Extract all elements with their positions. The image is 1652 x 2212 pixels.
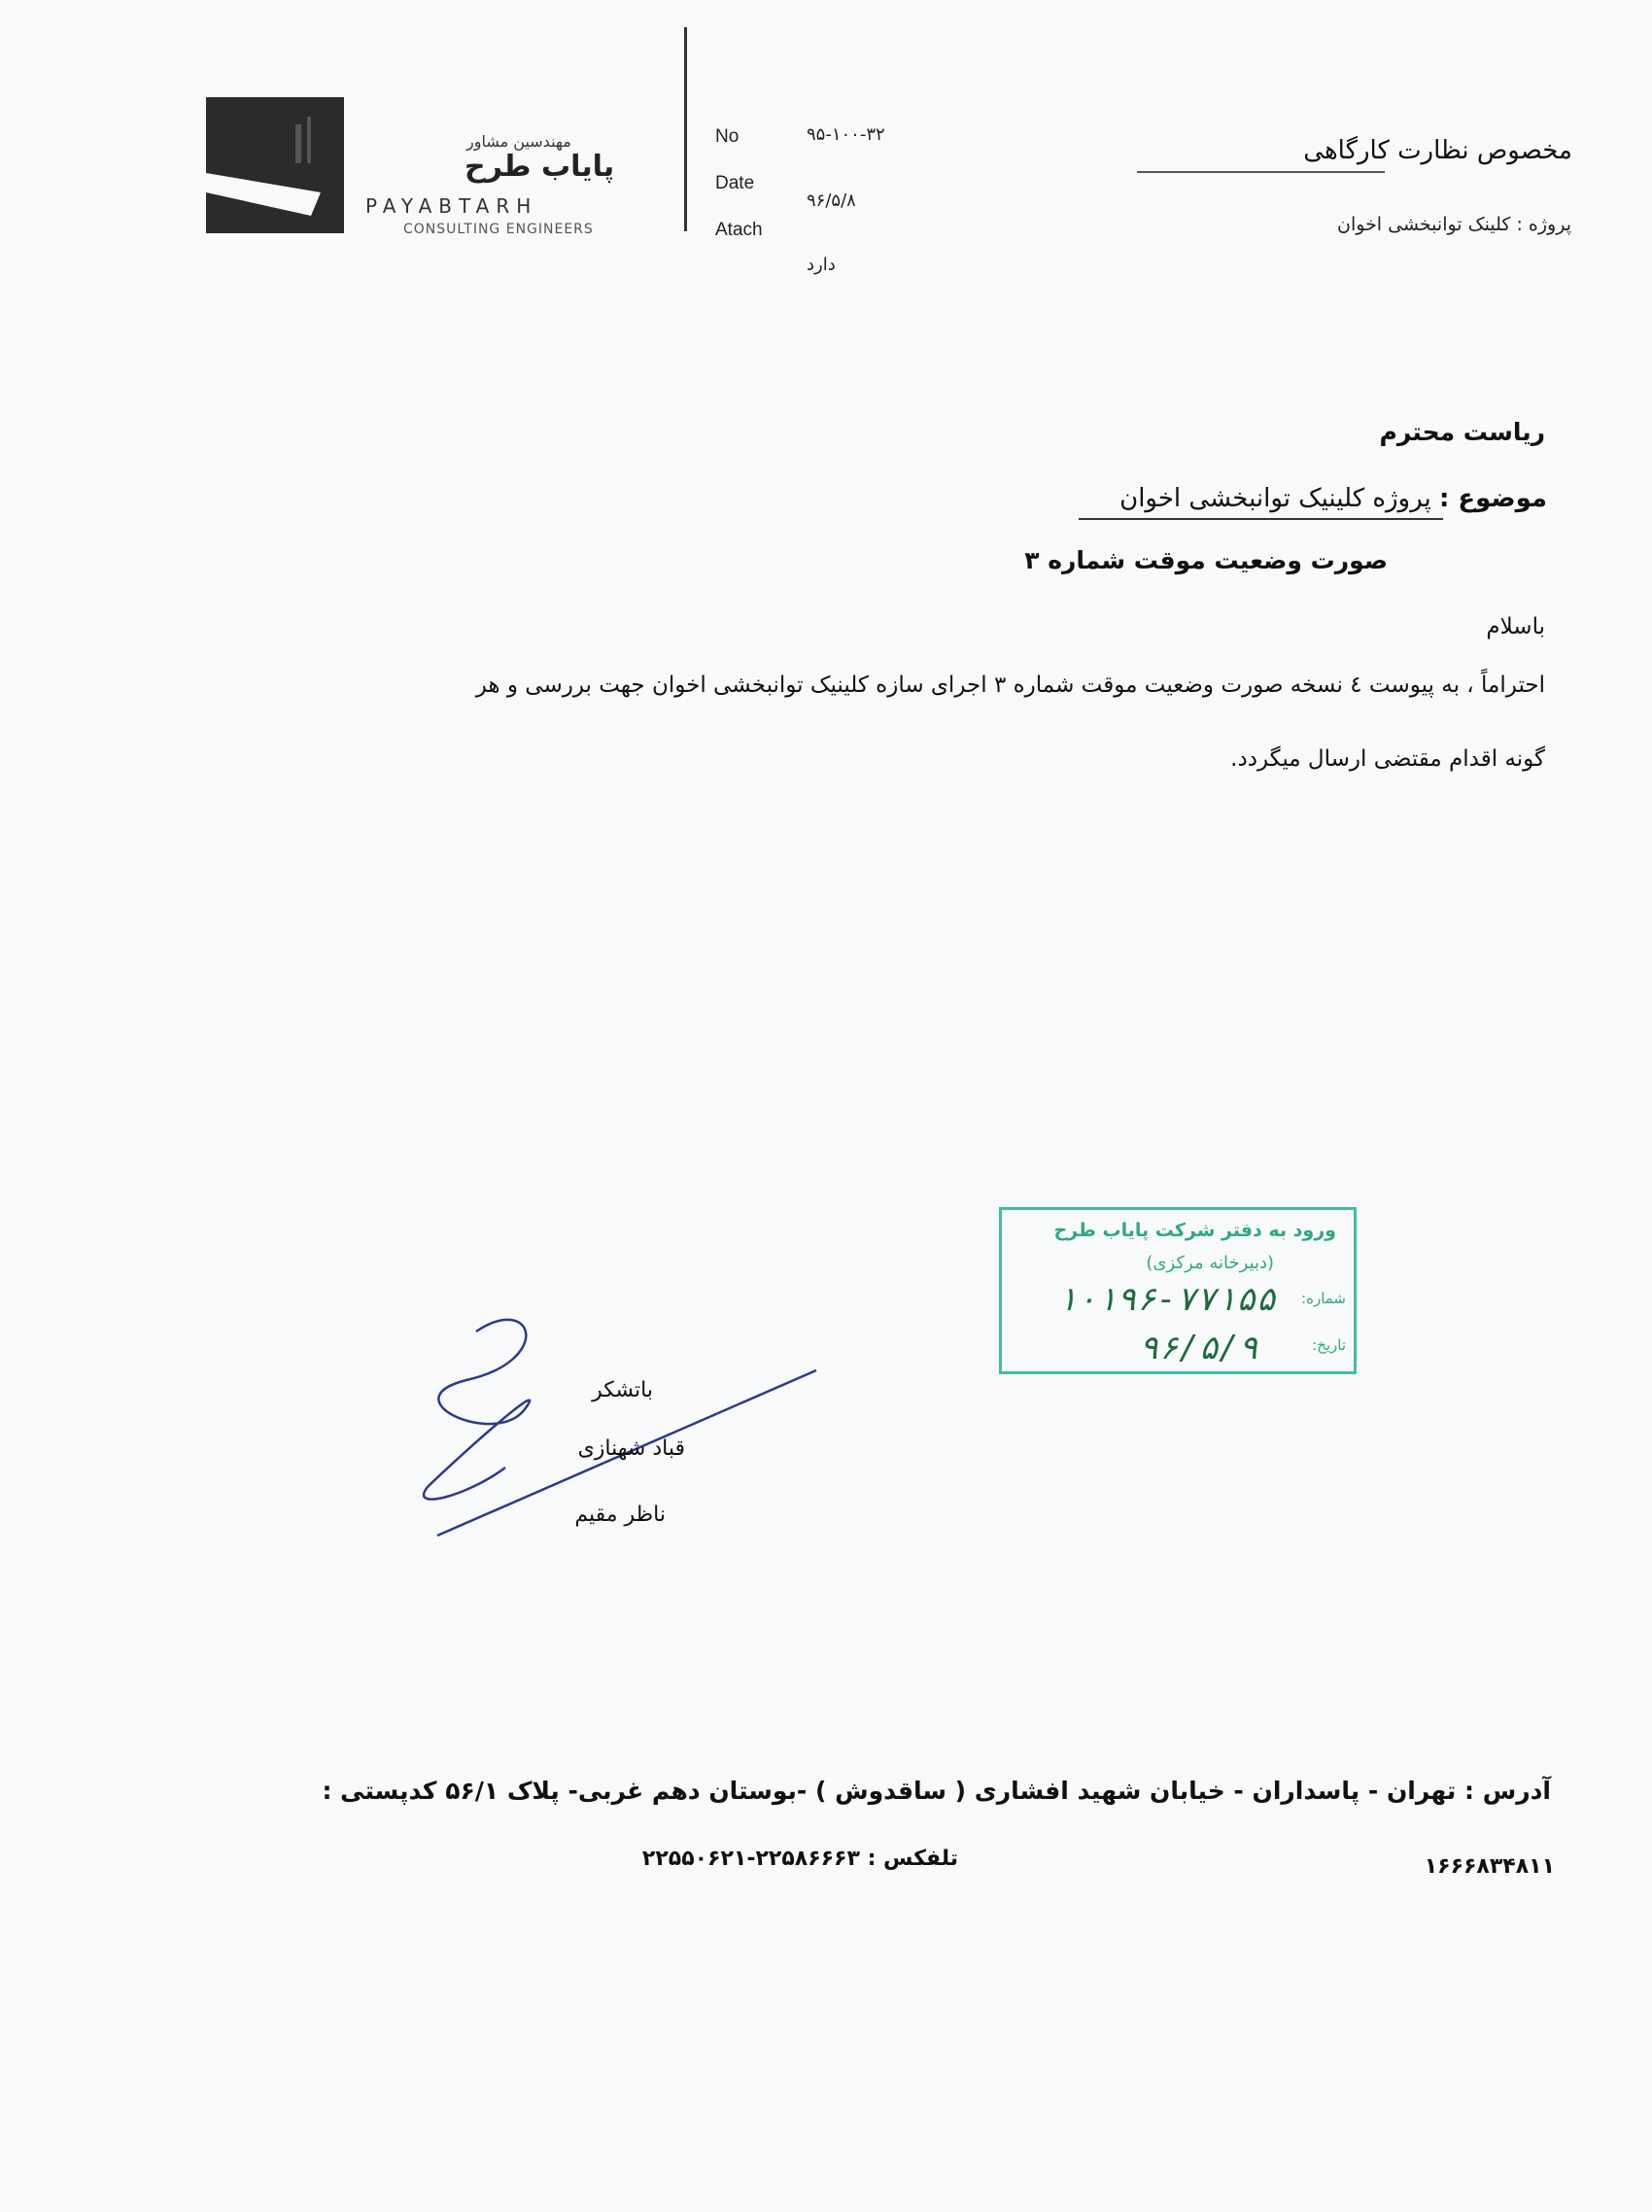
logo-persian-subtitle: مهندسین مشاور — [466, 132, 571, 151]
logo-persian-name: پایاب طرح — [465, 150, 615, 184]
footer-address: آدرس : تهران - پاسداران - خیابان شهید افشاری ( ساقدوش ) -بوستان دهم غربی- پلاک ۵۶/۱ کدپستی : — [322, 1777, 1551, 1805]
date-value: ۹۶/۵/۸ — [807, 190, 856, 211]
stamp-subtitle: (دبیرخانه مرکزی) — [1146, 1253, 1274, 1273]
body-line-2: گونه اقدام مقتضی ارسال میگردد. — [1230, 746, 1545, 772]
addressee: ریاست محترم — [1379, 418, 1545, 446]
receipt-stamp — [999, 1207, 1357, 1374]
closing-thanks: باتشکر — [592, 1378, 653, 1402]
footer-telfax: تلفکس : ۲۲۵۸۶۶۶۳-۲۲۵۵۰۶۲۱ — [641, 1847, 958, 1871]
greeting: باسلام — [1486, 614, 1545, 639]
date-label: Date — [715, 173, 755, 193]
no-value: ۹۵-۱۰۰-۳۲ — [807, 124, 885, 145]
logo-english-name: PAYABTARH — [365, 194, 538, 218]
project-line: پروژه : کلینک توانبخشی اخوان — [1337, 214, 1571, 235]
stamp-title: ورود به دفتر شرکت پایاب طرح — [1053, 1220, 1336, 1241]
signer-name: قباد شهنازی — [577, 1436, 685, 1461]
invoice-title: صورت وضعیت موقت شماره ۳ — [1024, 546, 1388, 574]
stamp-date-label: تاریخ: — [1312, 1336, 1346, 1354]
attach-label: Atach — [715, 220, 763, 240]
subject-underline — [1079, 518, 1443, 520]
logo-english-subtitle: CONSULTING ENGINEERS — [403, 222, 594, 237]
body-line-1: احتراماً ، به پیوست ٤ نسخه صورت وضعیت موقت شماره ۳ اجرای سازه کلینیک توانبخشی اخوان جهت بررسی و هر — [475, 673, 1545, 698]
stamp-number-label: شماره: — [1301, 1290, 1346, 1307]
special-underline — [1137, 171, 1385, 173]
payabtarh-logo-icon — [206, 97, 344, 233]
stamp-number-value: ۱۰۱۹۶-۷۷۱۵۵ — [1056, 1280, 1276, 1319]
no-label: No — [715, 126, 740, 147]
subject-label: موضوع : — [1438, 484, 1547, 513]
attach-value: دارد — [807, 255, 836, 275]
signer-role: ناظر مقیم — [574, 1503, 666, 1527]
subject-line — [1119, 484, 1547, 513]
header-divider — [684, 27, 687, 231]
footer-postal-code: ۱۶۶۶۸۳۴۸۱۱ — [1424, 1854, 1555, 1879]
stamp-date-value: ۹۶/۵/۹ — [1139, 1329, 1258, 1367]
subject-value: پروژه کلینیک توانبخشی اخوان — [1119, 484, 1431, 513]
special-heading: مخصوص نظارت کارگاهی — [1303, 136, 1572, 165]
